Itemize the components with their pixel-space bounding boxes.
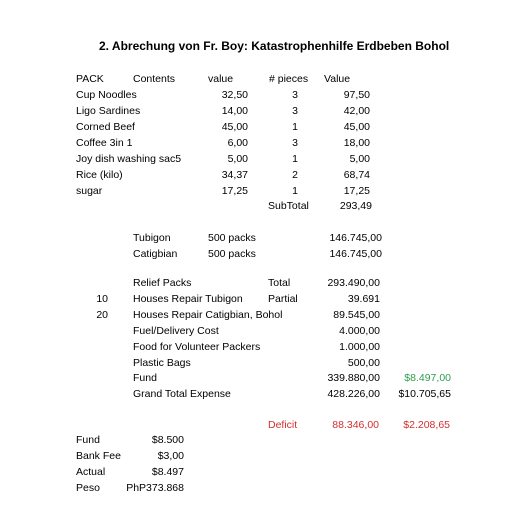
deficit-label: Deficit [268, 419, 298, 431]
header-total: Value [324, 73, 351, 85]
expense-value: 1.000,00 [339, 340, 380, 353]
expense-value: 339.880,00 [327, 372, 380, 385]
pack-item-pieces: 1 [292, 153, 298, 165]
expense-value: 500,00 [347, 356, 380, 369]
pack-item-total: 18,00 [343, 137, 370, 149]
pack-item-pieces: 1 [292, 185, 298, 197]
pack-item-pieces: 2 [292, 169, 298, 181]
pack-item-total: 68,74 [343, 169, 370, 181]
location-packs: 500 packs [208, 248, 256, 260]
pack-item-name: Ligo Sardines [76, 105, 141, 117]
pack-item-value: 34,37 [221, 169, 248, 181]
pack-item-pieces: 3 [292, 137, 298, 149]
pack-item-name: Coffee 3in 1 [76, 137, 133, 149]
pack-item-name: Joy dish washing sac5 [76, 153, 182, 165]
pack-item-name: Cup Noodles [76, 89, 137, 101]
fund-summary-label: Fund [76, 434, 100, 446]
subtotal-value: 293,49 [339, 200, 372, 212]
location-packs: 500 packs [208, 232, 256, 244]
deficit-value: 88.346,00 [332, 419, 379, 431]
subtotal-label: SubTotal [268, 200, 309, 212]
pack-item-total: 97,50 [343, 89, 370, 101]
pack-item-total: 17,25 [343, 185, 370, 197]
location-name: Tubigon [133, 232, 171, 244]
expense-name: Grand Total Expense [133, 388, 231, 401]
expense-name: Food for Volunteer Packers [133, 340, 261, 353]
document-title: 2. Abrechung von Fr. Boy: Katastrophenhilfe Erdbeben Bohol [99, 39, 450, 53]
expense-value: 4.000,00 [339, 324, 380, 337]
fund-summary-value: $3,00 [157, 450, 184, 462]
location-name: Catigbian [133, 248, 178, 260]
expense-extra: $10.705,65 [398, 388, 451, 401]
expense-name: Houses Repair Tubigon [133, 292, 243, 305]
pack-item-pieces: 3 [292, 89, 298, 101]
header-value: value [208, 73, 234, 85]
pack-item-name: sugar [76, 185, 103, 197]
expense-extra: $8.497,00 [404, 372, 451, 385]
pack-item-value: 5,00 [227, 153, 248, 165]
expense-name: Houses Repair Catigbian, Bohol [133, 308, 283, 321]
pack-item-total: 42,00 [343, 105, 370, 117]
pack-item-pieces: 1 [292, 121, 298, 133]
expense-name: Plastic Bags [133, 356, 191, 369]
header-pack: PACK [76, 73, 104, 85]
expense-note: Total [268, 277, 291, 289]
expense-value: 428.226,00 [327, 388, 380, 401]
header-pieces: # pieces [269, 73, 309, 85]
expense-name: Fuel/Delivery Cost [133, 324, 219, 337]
deficit-extra: $2.208,65 [403, 419, 450, 431]
expense-value: 293.490,00 [327, 277, 380, 289]
fund-summary-label: Bank Fee [76, 450, 121, 462]
expense-value: 39.691 [347, 292, 380, 305]
pack-item-name: Rice (kilo) [76, 169, 123, 181]
header-contents: Contents [133, 73, 176, 85]
location-value: 146.745,00 [329, 248, 382, 260]
expense-number: 10 [96, 292, 108, 305]
fund-summary-value: $8.497 [151, 466, 184, 478]
pack-item-value: 14,00 [221, 105, 248, 117]
expense-number: 20 [96, 308, 108, 321]
pack-item-value: 17,25 [221, 185, 248, 197]
location-value: 146.745,00 [329, 232, 382, 244]
pack-item-value: 45,00 [221, 121, 248, 133]
pack-item-total: 45,00 [343, 121, 370, 133]
fund-summary-value: PhP373.868 [126, 482, 184, 494]
expense-note: Partial [268, 292, 298, 305]
fund-summary-label: Actual [76, 466, 106, 478]
expense-value: 89.545,00 [333, 308, 380, 321]
expense-name: Fund [133, 372, 157, 385]
fund-summary-value: $8.500 [151, 434, 184, 446]
pack-item-value: 32,50 [221, 89, 248, 101]
pack-item-pieces: 3 [292, 105, 298, 117]
expense-name: Relief Packs [133, 277, 192, 289]
fund-summary-label: Peso [76, 482, 100, 494]
pack-item-name: Corned Beef [76, 121, 135, 133]
pack-item-value: 6,00 [227, 137, 248, 149]
pack-item-total: 5,00 [349, 153, 370, 165]
